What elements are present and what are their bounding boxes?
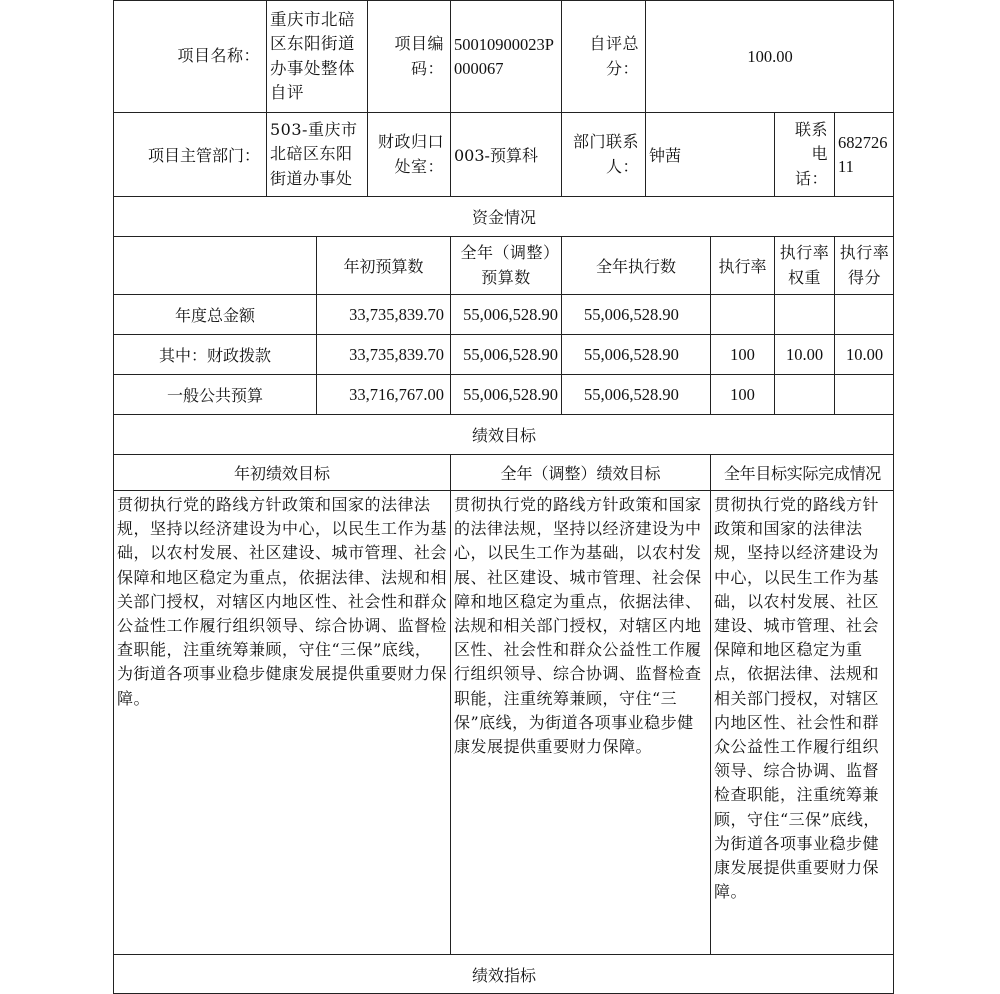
funds-section-title: 资金情况 [113,196,894,236]
funds-cell-score: 10.00 [834,334,894,374]
dept-value: 503-重庆市北碚区东阳街道办事处 [266,112,367,196]
contact-person-value: 钟茜 [645,112,774,196]
goals-adjusted-text: 贯彻执行党的路线方针政策和国家的法律法规，坚持以经济建设为中心，以民生工作为基础，以农村发展、社区建设、城市管理、社会保障和地区稳定为重点，依据法律、法规和相关部门授权，对辖区内地区性、社会性和群众公益性工作履行组织领导、综合协调、监督检查职能，注重统筹兼顾，守住“三保”底线，为街道各项事业稳步健康发展提供重要财力保障。 [450,490,710,954]
finance-office-value: 003-预算科 [450,112,561,196]
funds-header-adjusted-budget: 全年（调整）预算数 [450,236,561,294]
funds-cell-adjusted: 55,006,528.90 [450,374,561,414]
goals-header-adjusted: 全年（调整）绩效目标 [450,454,710,490]
project-code-value: 50010900023P000067 [450,0,561,112]
funds-cell-executed: 55,006,528.90 [561,294,710,334]
funds-cell-executed: 55,006,528.90 [561,334,710,374]
project-name-label: 项目名称： [113,0,266,112]
funds-header-exec-score: 执行率得分 [834,236,894,294]
funds-cell-initial: 33,735,839.70 [316,334,450,374]
goals-section-title: 绩效目标 [113,414,894,454]
funds-header-blank [113,236,316,294]
contact-phone-value: 68272611 [834,112,894,196]
funds-header-initial-budget: 年初预算数 [316,236,450,294]
dept-label: 项目主管部门： [113,112,266,196]
funds-row-label: 年度总金额 [113,294,316,334]
funds-cell-weight [774,294,834,334]
contact-phone-label: 联系电话： [774,112,834,196]
project-code-label: 项目编码： [367,0,450,112]
funds-cell-adjusted: 55,006,528.90 [450,294,561,334]
finance-office-label: 财政归口处室： [367,112,450,196]
funds-cell-initial: 33,735,839.70 [316,294,450,334]
funds-cell-executed: 55,006,528.90 [561,374,710,414]
goals-initial-text: 贯彻执行党的路线方针政策和国家的法律法规，坚持以经济建设为中心，以民生工作为基础，以农村发展、社区建设、城市管理、社会保障和地区稳定为重点，依据法律、法规和相关部门授权，对辖区内地区性、社会性和群众公益性工作履行组织领导、综合协调、监督检查职能，注重统筹兼顾，守住“三保”底线，为街道各项事业稳步健康发展提供重要财力保障。 [113,490,450,954]
funds-cell-initial: 33,716,767.00 [316,374,450,414]
contact-person-label: 部门联系人： [561,112,645,196]
project-name-value: 重庆市北碚区东阳街道办事处整体自评 [266,0,367,112]
indicators-section-title: 绩效指标 [113,954,894,994]
funds-row-label: 其中：财政拨款 [113,334,316,374]
funds-cell-score [834,374,894,414]
goals-header-actual: 全年目标实际完成情况 [710,454,894,490]
goals-header-initial: 年初绩效目标 [113,454,450,490]
funds-cell-rate: 100 [710,374,774,414]
funds-cell-weight [774,374,834,414]
funds-cell-adjusted: 55,006,528.90 [450,334,561,374]
table-border-right [893,0,894,994]
funds-cell-score [834,294,894,334]
funds-header-exec-weight: 执行率权重 [774,236,834,294]
funds-cell-rate [710,294,774,334]
funds-cell-rate: 100 [710,334,774,374]
funds-row-label: 一般公共预算 [113,374,316,414]
goals-actual-text: 贯彻执行党的路线方针政策和国家的法律法规，坚持以经济建设为中心，以民生工作为基础，以农村发展、社区建设、城市管理、社会保障和地区稳定为重点，依据法律、法规和相关部门授权，对辖区内地区性、社会性和群众公益性工作履行组织领导、综合协调、监督检查职能，注重统筹兼顾，守住“三保”底线，为街道各项事业稳步健康发展提供重要财力保障。 [710,490,894,954]
self-score-value: 100.00 [645,0,894,112]
funds-header-executed: 全年执行数 [561,236,710,294]
funds-cell-weight: 10.00 [774,334,834,374]
funds-header-exec-rate: 执行率 [710,236,774,294]
self-score-label: 自评总分： [561,0,645,112]
